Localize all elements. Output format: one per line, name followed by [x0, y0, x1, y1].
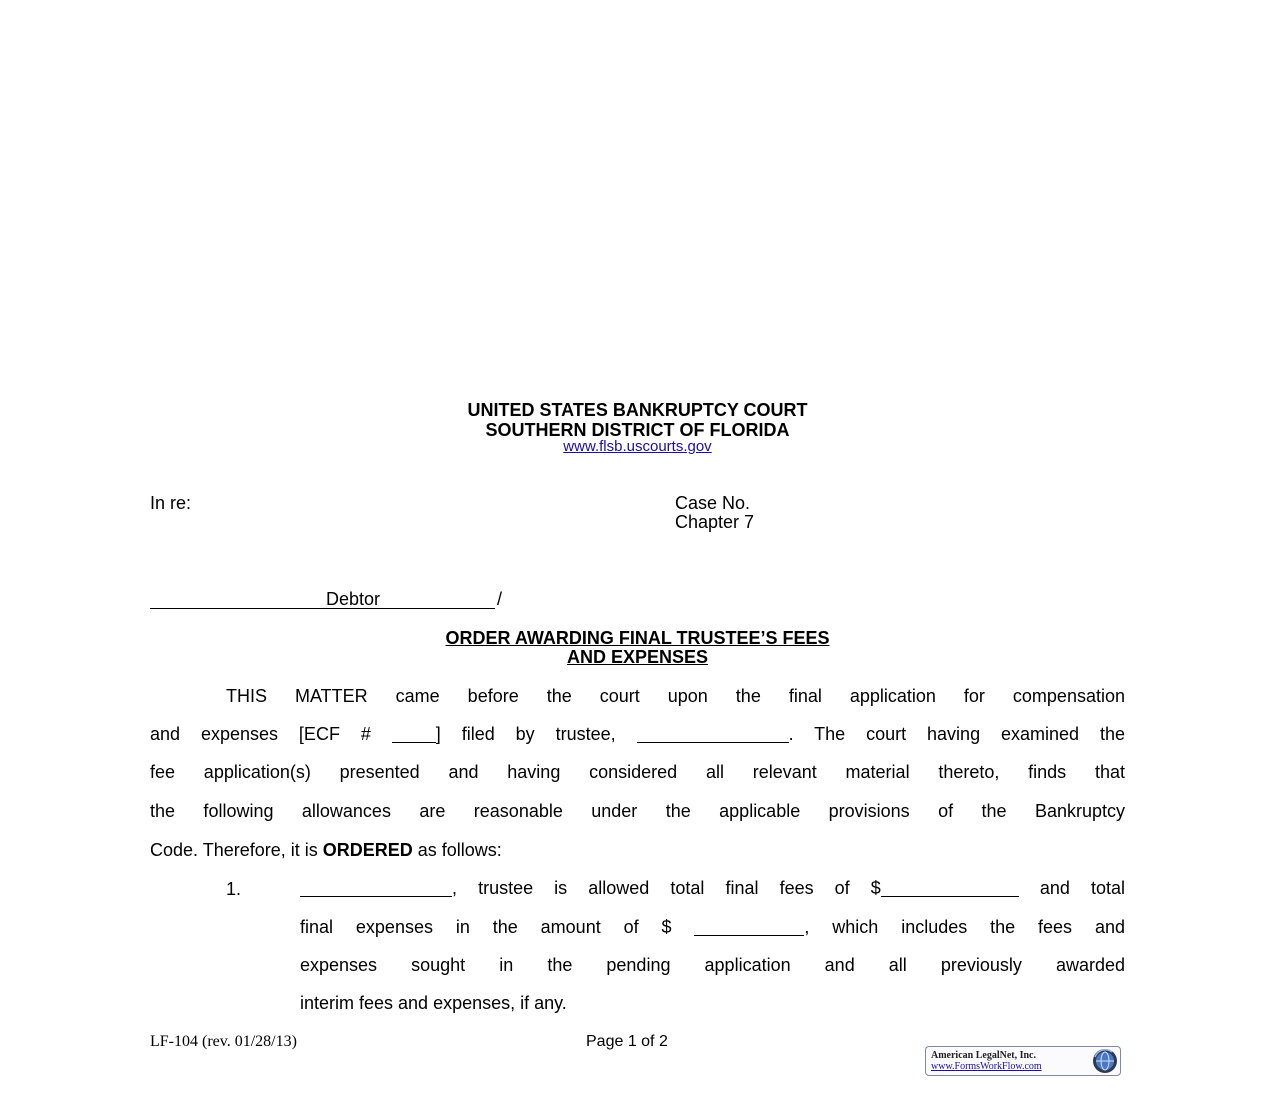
court-website-link[interactable]: www.flsb.uscourts.gov — [563, 438, 712, 455]
order-title-line1: ORDER AWARDING FINAL TRUSTEE’S FEES — [445, 628, 830, 648]
globe-icon — [1092, 1048, 1118, 1074]
order-title-line2: AND EXPENSES — [566, 647, 709, 667]
item-1-line-3: expenses sought in the pending application and all previously awarded — [300, 955, 1125, 975]
debtor-line[interactable] — [150, 589, 505, 611]
item-1-line-1: , trustee is allowed total final fees of $ and total — [300, 869, 1125, 908]
intro-line-3: fee application(s) presented and having considered all relevant material thereto, finds that — [150, 762, 1125, 782]
debtor-slash: / — [497, 589, 503, 609]
fees-amount-blank[interactable] — [881, 878, 1019, 897]
ecf-number-blank[interactable] — [392, 724, 436, 743]
trustee-blank[interactable] — [300, 878, 452, 897]
expenses-amount-blank[interactable] — [694, 917, 804, 936]
intro-line-4: the following allowances are reasonable under the applicable provisions of the Bankruptcy — [150, 801, 1125, 821]
form-id: LF-104 (rev. 01/28/13) — [150, 1033, 297, 1050]
item-1-line-4: interim fees and expenses, if any. — [300, 993, 567, 1013]
case-number-label: Case No. — [675, 493, 751, 513]
intro-line-5: Code. Therefore, it is ORDERED as follows: — [150, 840, 502, 860]
court-name: UNITED STATES BANKRUPTCY COURT — [467, 400, 808, 420]
american-legalnet-logo[interactable] — [925, 1046, 1121, 1076]
debtor-underline — [150, 608, 495, 609]
logo-company-name: American LegalNet, Inc. — [931, 1050, 1036, 1061]
intro-line-1: THIS MATTER came before the court upon the final application for compensation — [226, 686, 1125, 706]
debtor-label: Debtor — [326, 589, 381, 609]
item-1-number: 1. — [226, 879, 242, 899]
court-district: SOUTHERN DISTRICT OF FLORIDA — [485, 420, 790, 440]
intro-line-2: and expenses [ECF # ] filed by trustee, . The court having examined the — [150, 724, 1125, 744]
page-indicator: Page 1 of 2 — [586, 1033, 668, 1050]
chapter-label: Chapter 7 — [675, 512, 755, 532]
item-1-line-2: final expenses in the amount of $ , which includes the fees and — [300, 917, 1125, 937]
in-re-label: In re: — [150, 493, 192, 513]
ordered-keyword: ORDERED — [322, 840, 413, 860]
trustee-name-blank[interactable] — [637, 724, 789, 743]
logo-url-link[interactable]: www.FormsWorkFlow.com — [931, 1061, 1042, 1072]
